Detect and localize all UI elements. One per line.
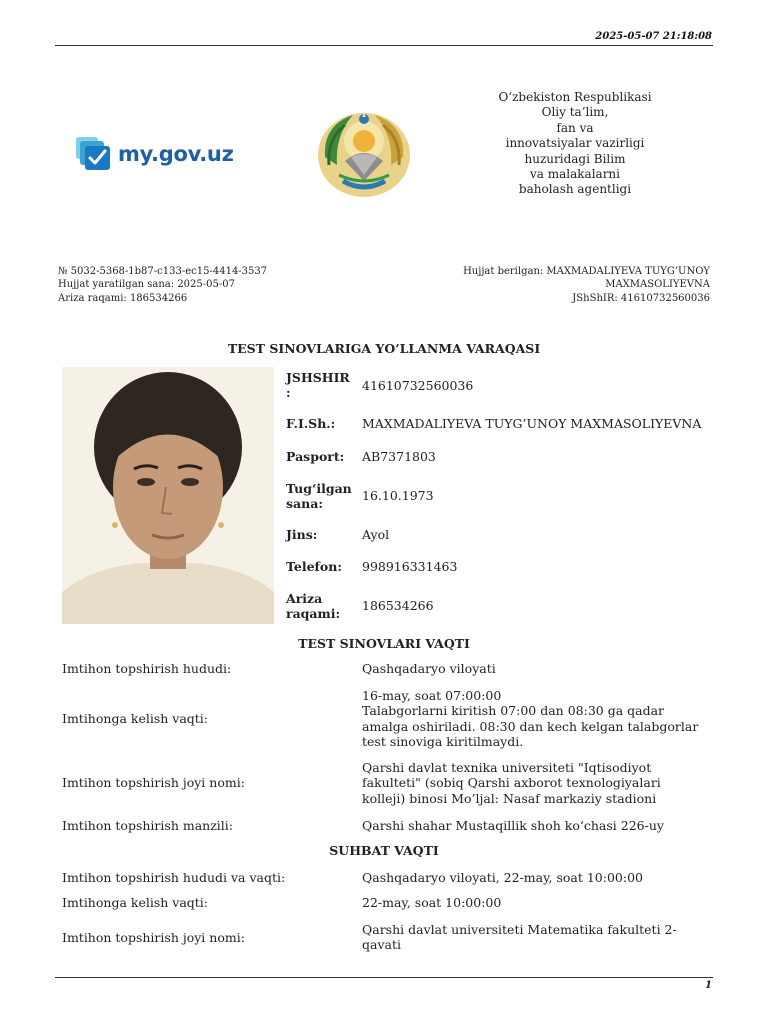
exam-place-label: Imtihon topshirish joyi nomi: <box>62 775 245 790</box>
interview-place-label: Imtihon topshirish joyi nomi: <box>62 930 245 945</box>
exam-address-label: Imtihon topshirish manzili: <box>62 818 233 833</box>
birth-date-label: Tug‘ilgan sana: <box>286 481 352 511</box>
arrival-time-value: 16-may, soat 07:00:00 Talabgorlarni kiritish 07:00 dan 08:30 ga qadar amalga oshiriladi. 08:30 dan kech kelgan talabgorlar test sinoviga kiritilmaydi. <box>362 688 699 749</box>
passport-label: Pasport: <box>286 449 345 464</box>
phone-value: 998916331463 <box>362 559 458 574</box>
interview-region-value: Qashqadaryo viloyati, 22-may, soat 10:00:00 <box>362 870 643 885</box>
agency-line: va malakalarni <box>530 167 620 182</box>
mygov-logo <box>76 136 236 172</box>
issued-to: Hujjat berilgan: MAXMADALIYEVA TUYG’UNOY <box>463 266 710 277</box>
bottom-divider <box>55 977 713 978</box>
interview-time-heading: SUHBAT VAQTI <box>329 843 439 858</box>
fish-label: F.I.Sh.: <box>286 416 336 431</box>
agency-name <box>470 90 680 198</box>
interview-place-value: Qarshi davlat universiteti Matematika fakulteti 2-qavati <box>362 922 677 953</box>
phone-label: Telefon: <box>286 559 342 574</box>
applicant-photo <box>62 367 274 624</box>
agency-line: O‘zbekiston Respublikasi <box>498 90 652 104</box>
exam-region-label: Imtihon topshirish hududi: <box>62 661 232 676</box>
interview-region-label: Imtihon topshirish hududi va vaqti: <box>62 870 286 885</box>
birth-date-value: 16.10.1973 <box>362 488 434 503</box>
test-time-heading: TEST SINOVLARI VAQTI <box>298 636 470 651</box>
arrival-time-label: Imtihonga kelish vaqti: <box>62 711 209 726</box>
logo-text: my.gov.uz <box>118 142 234 166</box>
checkbox-logo-icon <box>76 137 112 171</box>
jshshir-value: 41610732560036 <box>362 378 474 393</box>
agency-line: Oliy ta’lim, <box>541 105 609 120</box>
application-number-value: 186534266 <box>362 598 434 613</box>
main-heading: TEST SINOVLARIGA YO’LLANMA VARAQASI <box>227 341 541 356</box>
interview-arrival-value: 22-may, soat 10:00:00 <box>362 895 502 910</box>
issued-to-cont: MAXMASOLIYEVNA <box>605 279 710 291</box>
agency-line: fan va <box>556 120 594 135</box>
application-number-label: Ariza raqami: <box>286 591 341 621</box>
jshshir-meta: JShShIR: 41610732560036 <box>572 292 710 304</box>
page-number: 1 <box>705 980 712 991</box>
interview-arrival-label: Imtihonga kelish vaqti: <box>62 895 209 910</box>
application-number: Ariza raqami: 186534266 <box>58 292 188 304</box>
document-meta-right <box>390 265 710 305</box>
exam-region-value: Qashqadaryo viloyati <box>362 661 496 676</box>
document-number: № 5032-5368-1b87-c133-ec15-4414-3537 <box>58 266 268 277</box>
document-meta-left <box>58 265 267 305</box>
top-divider <box>55 45 713 46</box>
jshshir-label: JSHSHIR : <box>286 370 350 400</box>
document-timestamp: 2025-05-07 21:18:08 <box>595 31 712 42</box>
agency-line: innovatsiyalar vazirligi <box>505 136 645 151</box>
created-date: Hujjat yaratilgan sana: 2025-05-07 <box>58 279 235 291</box>
agency-line: baholash agentligi <box>518 182 632 197</box>
passport-value: AB7371803 <box>362 449 436 464</box>
exam-address-value: Qarshi shahar Mustaqillik shoh ko‘chasi 226-uy <box>362 818 664 833</box>
gender-label: Jins: <box>286 527 318 542</box>
agency-line: huzuridagi Bilim <box>524 151 626 166</box>
fish-value: MAXMADALIYEVA TUYG’UNOY MAXMASOLIYEVNA <box>362 416 702 431</box>
state-emblem-icon <box>315 105 413 199</box>
exam-place-value: Qarshi davlat texnika universiteti "Iqtisodiyot fakulteti" (sobiq Qarshi axborot texnologiyalari kolleji) binosi Mo’ljal: Nasaf markaziy stadioni <box>362 760 661 806</box>
gender-value: Ayol <box>362 527 390 542</box>
